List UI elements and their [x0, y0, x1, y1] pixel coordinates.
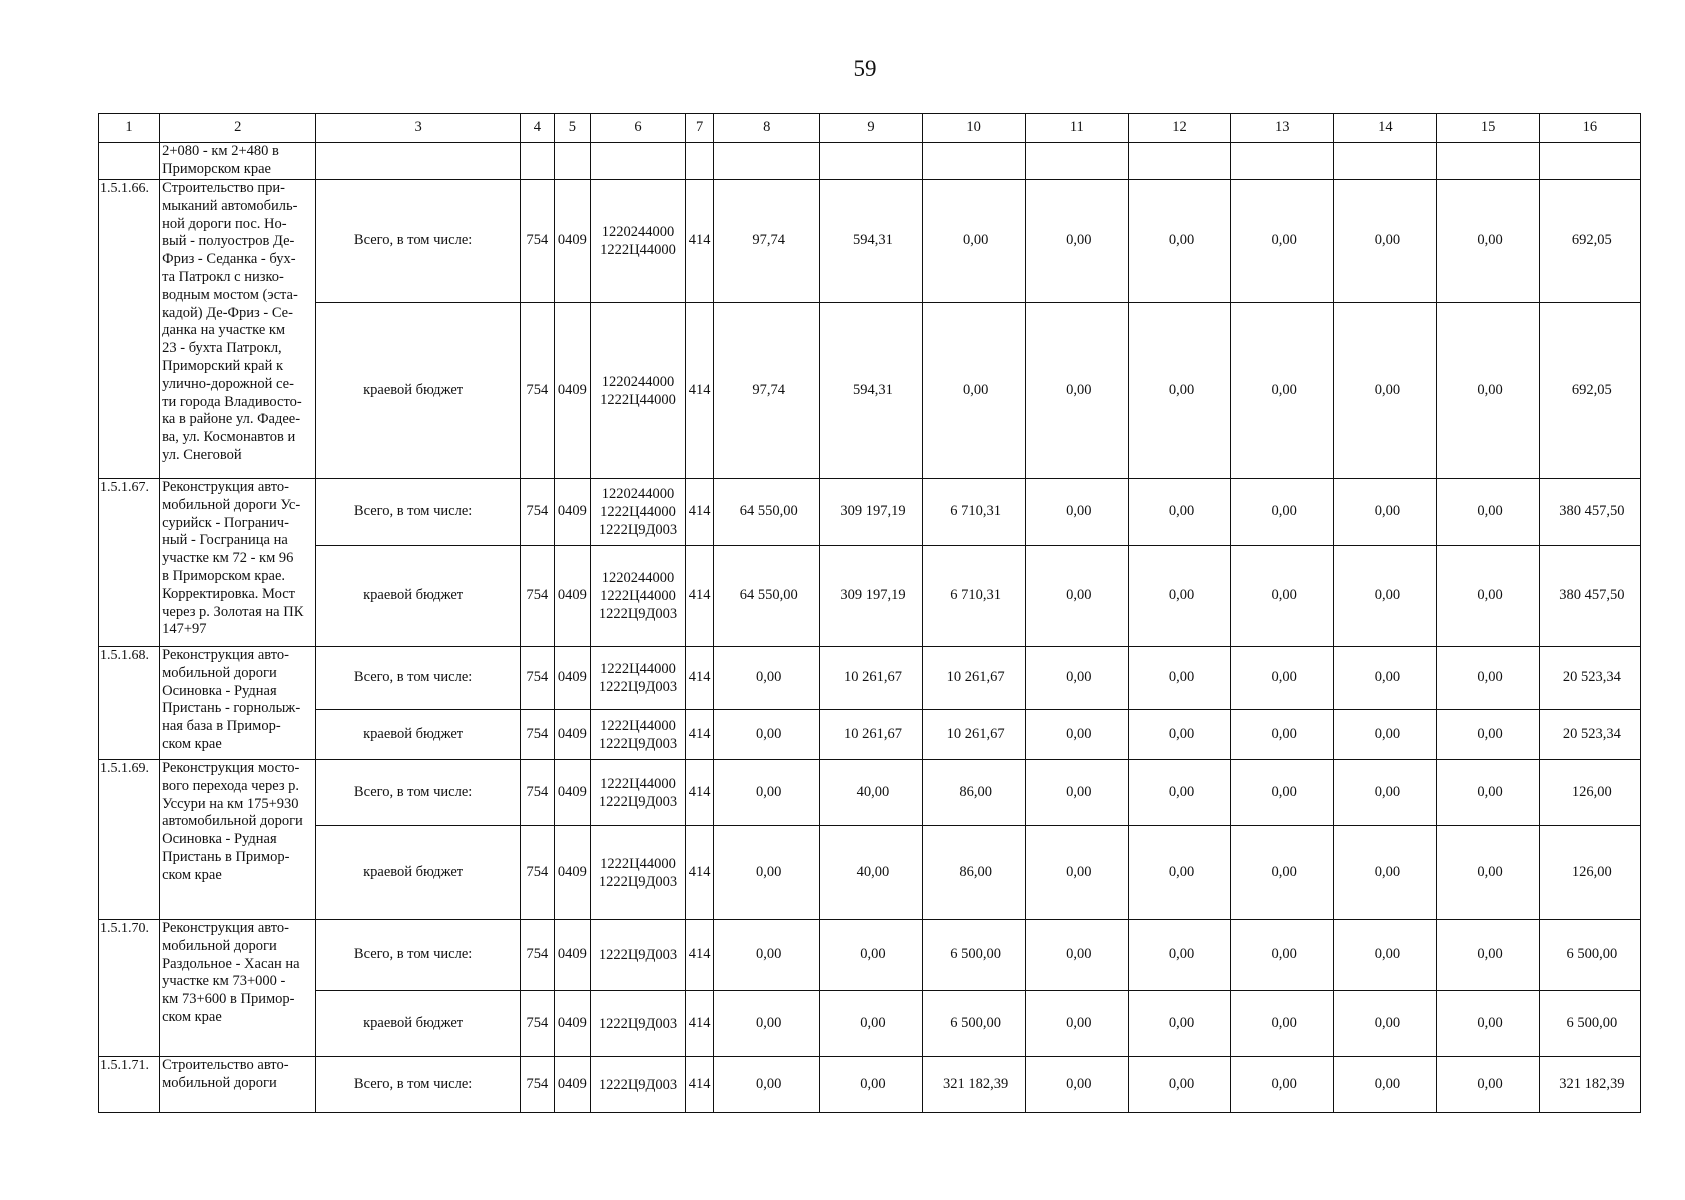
- value-cell: 0,00: [1025, 710, 1128, 760]
- table-row: [99, 991, 1641, 1057]
- empty-cell: [1334, 143, 1437, 180]
- code-cell: 1220244000 1222Ц44000 1222Ц9Д003: [590, 546, 685, 647]
- empty-cell: [820, 143, 922, 180]
- empty-cell: [1231, 143, 1334, 180]
- table-row: [99, 1057, 1641, 1113]
- column-number: 8: [714, 114, 820, 143]
- row-number-cell: 1.5.1.68.: [99, 647, 160, 760]
- value-cell: 0,00: [1231, 710, 1334, 760]
- value-cell: 0,00: [1437, 647, 1539, 710]
- value-cell: 0,00: [820, 1057, 922, 1113]
- code-cell: 1222Ц9Д003: [590, 991, 685, 1057]
- code-cell: 1222Ц44000 1222Ц9Д003: [590, 647, 685, 710]
- value-cell: 0,00: [1025, 1057, 1128, 1113]
- empty-cell: [1437, 143, 1539, 180]
- value-cell: 0,00: [922, 303, 1025, 479]
- value-cell: 86,00: [922, 826, 1025, 920]
- column-number: 3: [316, 114, 520, 143]
- column-number: 9: [820, 114, 922, 143]
- code-cell: 754: [520, 180, 554, 303]
- value-cell: 0,00: [1437, 1057, 1539, 1113]
- funding-source-cell: Всего, в том числе:: [316, 479, 520, 546]
- value-cell: 40,00: [820, 826, 922, 920]
- value-cell: 0,00: [1437, 920, 1539, 991]
- row-number-cell: 1.5.1.66.: [99, 180, 160, 479]
- value-cell: 64 550,00: [714, 479, 820, 546]
- value-cell: 692,05: [1539, 303, 1640, 479]
- value-cell: 0,00: [714, 991, 820, 1057]
- value-cell: 0,00: [1025, 303, 1128, 479]
- object-name-cell: 2+080 - км 2+480 в Приморском крае: [160, 143, 316, 180]
- value-cell: 0,00: [1025, 920, 1128, 991]
- code-cell: 414: [686, 710, 714, 760]
- value-cell: 0,00: [1437, 991, 1539, 1057]
- value-cell: 0,00: [714, 760, 820, 826]
- column-number: 5: [554, 114, 590, 143]
- column-number-row: [99, 114, 1641, 143]
- code-cell: 754: [520, 479, 554, 546]
- code-cell: 754: [520, 1057, 554, 1113]
- code-cell: 1222Ц9Д003: [590, 920, 685, 991]
- value-cell: 0,00: [1128, 710, 1230, 760]
- code-cell: 0409: [554, 920, 590, 991]
- value-cell: 0,00: [1334, 991, 1437, 1057]
- value-cell: 321 182,39: [1539, 1057, 1640, 1113]
- code-cell: 0409: [554, 710, 590, 760]
- code-cell: 0409: [554, 647, 590, 710]
- value-cell: 0,00: [1128, 826, 1230, 920]
- value-cell: 0,00: [1334, 710, 1437, 760]
- value-cell: 10 261,67: [922, 710, 1025, 760]
- value-cell: 20 523,34: [1539, 647, 1640, 710]
- value-cell: 0,00: [1437, 826, 1539, 920]
- value-cell: 594,31: [820, 180, 922, 303]
- code-cell: 0409: [554, 1057, 590, 1113]
- value-cell: 0,00: [1128, 180, 1230, 303]
- value-cell: 0,00: [1231, 760, 1334, 826]
- funding-source-cell: краевой бюджет: [316, 546, 520, 647]
- column-number: 10: [922, 114, 1025, 143]
- column-number: 4: [520, 114, 554, 143]
- value-cell: 309 197,19: [820, 479, 922, 546]
- funding-source-cell: краевой бюджет: [316, 710, 520, 760]
- value-cell: 97,74: [714, 180, 820, 303]
- value-cell: 0,00: [1128, 546, 1230, 647]
- value-cell: 0,00: [1025, 546, 1128, 647]
- value-cell: 0,00: [1025, 991, 1128, 1057]
- value-cell: 0,00: [714, 1057, 820, 1113]
- code-cell: 754: [520, 826, 554, 920]
- value-cell: 0,00: [1437, 303, 1539, 479]
- code-cell: 1222Ц44000 1222Ц9Д003: [590, 760, 685, 826]
- value-cell: 0,00: [1437, 546, 1539, 647]
- value-cell: 126,00: [1539, 760, 1640, 826]
- column-number: 1: [99, 114, 160, 143]
- value-cell: 20 523,34: [1539, 710, 1640, 760]
- code-cell: 414: [686, 760, 714, 826]
- value-cell: 692,05: [1539, 180, 1640, 303]
- value-cell: 10 261,67: [820, 710, 922, 760]
- column-number: 11: [1025, 114, 1128, 143]
- row-number-cell: [99, 143, 160, 180]
- value-cell: 0,00: [1334, 647, 1437, 710]
- column-number: 7: [686, 114, 714, 143]
- value-cell: 6 710,31: [922, 546, 1025, 647]
- code-cell: 754: [520, 546, 554, 647]
- value-cell: 0,00: [714, 920, 820, 991]
- value-cell: 380 457,50: [1539, 546, 1640, 647]
- object-name-cell: Строительство авто- мобильной дороги: [160, 1057, 316, 1113]
- empty-cell: [714, 143, 820, 180]
- value-cell: 321 182,39: [922, 1057, 1025, 1113]
- value-cell: 0,00: [1025, 826, 1128, 920]
- code-cell: 0409: [554, 180, 590, 303]
- row-number-cell: 1.5.1.70.: [99, 920, 160, 1057]
- value-cell: 6 500,00: [922, 991, 1025, 1057]
- empty-cell: [1539, 143, 1640, 180]
- code-cell: 414: [686, 647, 714, 710]
- table-row: [99, 760, 1641, 826]
- value-cell: 40,00: [820, 760, 922, 826]
- continuation-row: [99, 143, 1641, 180]
- value-cell: 97,74: [714, 303, 820, 479]
- object-name-cell: Реконструкция авто- мобильной дороги Раздольное - Хасан на участке км 73+000 - км 73+600 в Примор- ском крае: [160, 920, 316, 1057]
- value-cell: 0,00: [1231, 479, 1334, 546]
- value-cell: 0,00: [820, 991, 922, 1057]
- table-row: [99, 546, 1641, 647]
- value-cell: 0,00: [1128, 303, 1230, 479]
- value-cell: 0,00: [1231, 180, 1334, 303]
- value-cell: 0,00: [1128, 1057, 1230, 1113]
- value-cell: 0,00: [1437, 180, 1539, 303]
- code-cell: 414: [686, 303, 714, 479]
- empty-cell: [590, 143, 685, 180]
- table-row: [99, 303, 1641, 479]
- code-cell: 1222Ц44000 1222Ц9Д003: [590, 826, 685, 920]
- code-cell: 1222Ц44000 1222Ц9Д003: [590, 710, 685, 760]
- code-cell: 754: [520, 991, 554, 1057]
- row-number-cell: 1.5.1.67.: [99, 479, 160, 647]
- value-cell: 126,00: [1539, 826, 1640, 920]
- value-cell: 6 500,00: [1539, 920, 1640, 991]
- value-cell: 0,00: [1231, 991, 1334, 1057]
- column-number: 15: [1437, 114, 1539, 143]
- value-cell: 0,00: [1128, 760, 1230, 826]
- value-cell: 10 261,67: [820, 647, 922, 710]
- value-cell: 0,00: [1231, 546, 1334, 647]
- code-cell: 414: [686, 479, 714, 546]
- funding-source-cell: Всего, в том числе:: [316, 647, 520, 710]
- table-row: [99, 826, 1641, 920]
- value-cell: 0,00: [1334, 180, 1437, 303]
- funding-source-cell: Всего, в том числе:: [316, 920, 520, 991]
- value-cell: 0,00: [820, 920, 922, 991]
- value-cell: 0,00: [1231, 1057, 1334, 1113]
- funding-source-cell: краевой бюджет: [316, 991, 520, 1057]
- empty-cell: [922, 143, 1025, 180]
- row-number-cell: 1.5.1.69.: [99, 760, 160, 920]
- value-cell: 0,00: [1025, 180, 1128, 303]
- value-cell: 0,00: [1025, 647, 1128, 710]
- empty-cell: [316, 143, 520, 180]
- code-cell: 414: [686, 991, 714, 1057]
- column-number: 2: [160, 114, 316, 143]
- page-number: 59: [853, 56, 877, 81]
- code-cell: 754: [520, 710, 554, 760]
- code-cell: 0409: [554, 303, 590, 479]
- empty-cell: [520, 143, 554, 180]
- code-cell: 1222Ц9Д003: [590, 1057, 685, 1113]
- object-name-cell: Строительство при- мыканий автомобиль- ной дороги пос. Но- вый - полуостров Де- Фриз - Седанка - бух- та Патрокл с низко- водным мостом (эста- кадой) Де-Фриз - Се- данка на участке км 23 - бухта Патрокл, Приморский край к улично-дорожной се- ти города Владивосто- ка в районе ул. Фадее- ва, ул. Космонавтов и ул. Снеговой: [160, 180, 316, 479]
- column-number: 12: [1128, 114, 1230, 143]
- value-cell: 0,00: [1334, 920, 1437, 991]
- funding-source-cell: Всего, в том числе:: [316, 1057, 520, 1113]
- code-cell: 414: [686, 920, 714, 991]
- value-cell: 0,00: [1231, 826, 1334, 920]
- value-cell: 64 550,00: [714, 546, 820, 647]
- value-cell: 309 197,19: [820, 546, 922, 647]
- code-cell: 414: [686, 180, 714, 303]
- table-row: [99, 920, 1641, 991]
- column-number: 16: [1539, 114, 1640, 143]
- budget-table: [98, 113, 1641, 1113]
- value-cell: 0,00: [1334, 479, 1437, 546]
- value-cell: 0,00: [1025, 760, 1128, 826]
- row-number-cell: 1.5.1.71.: [99, 1057, 160, 1113]
- value-cell: 0,00: [714, 826, 820, 920]
- value-cell: 0,00: [1437, 710, 1539, 760]
- value-cell: 0,00: [1231, 303, 1334, 479]
- empty-cell: [554, 143, 590, 180]
- code-cell: 414: [686, 1057, 714, 1113]
- code-cell: 414: [686, 546, 714, 647]
- value-cell: 6 500,00: [922, 920, 1025, 991]
- value-cell: 594,31: [820, 303, 922, 479]
- value-cell: 6 710,31: [922, 479, 1025, 546]
- table-row: [99, 479, 1641, 546]
- value-cell: 380 457,50: [1539, 479, 1640, 546]
- table-row: [99, 647, 1641, 710]
- value-cell: 0,00: [1128, 991, 1230, 1057]
- value-cell: 6 500,00: [1539, 991, 1640, 1057]
- code-cell: 0409: [554, 760, 590, 826]
- code-cell: 1220244000 1222Ц44000 1222Ц9Д003: [590, 479, 685, 546]
- empty-cell: [686, 143, 714, 180]
- code-cell: 0409: [554, 479, 590, 546]
- code-cell: 754: [520, 303, 554, 479]
- value-cell: 0,00: [1334, 303, 1437, 479]
- value-cell: 0,00: [1128, 479, 1230, 546]
- object-name-cell: Реконструкция авто- мобильной дороги Ус- сурийск - Погранич- ный - Госграница на участке км 72 - км 96 в Приморском крае. Корректировка. Мост через р. Золотая на ПК 147+97: [160, 479, 316, 647]
- value-cell: 0,00: [1025, 479, 1128, 546]
- value-cell: 0,00: [714, 710, 820, 760]
- object-name-cell: Реконструкция мосто- вого перехода через р. Уссури на км 175+930 автомобильной дороги Осиновка - Рудная Пристань в Примор- ском крае: [160, 760, 316, 920]
- value-cell: 10 261,67: [922, 647, 1025, 710]
- code-cell: 1220244000 1222Ц44000: [590, 303, 685, 479]
- value-cell: 0,00: [1128, 920, 1230, 991]
- empty-cell: [1128, 143, 1230, 180]
- value-cell: 0,00: [1231, 920, 1334, 991]
- funding-source-cell: краевой бюджет: [316, 826, 520, 920]
- table-row: [99, 710, 1641, 760]
- value-cell: 0,00: [1334, 546, 1437, 647]
- code-cell: 0409: [554, 991, 590, 1057]
- value-cell: 0,00: [1437, 479, 1539, 546]
- table-row: [99, 180, 1641, 303]
- value-cell: 0,00: [1334, 760, 1437, 826]
- column-number: 6: [590, 114, 685, 143]
- funding-source-cell: Всего, в том числе:: [316, 180, 520, 303]
- value-cell: 86,00: [922, 760, 1025, 826]
- code-cell: 754: [520, 920, 554, 991]
- code-cell: 414: [686, 826, 714, 920]
- code-cell: 754: [520, 760, 554, 826]
- object-name-cell: Реконструкция авто- мобильной дороги Осиновка - Рудная Пристань - горнолыж- ная база в Примор- ском крае: [160, 647, 316, 760]
- table-body: [99, 114, 1641, 1113]
- funding-source-cell: Всего, в том числе:: [316, 760, 520, 826]
- column-number: 13: [1231, 114, 1334, 143]
- funding-source-cell: краевой бюджет: [316, 303, 520, 479]
- value-cell: 0,00: [1231, 647, 1334, 710]
- value-cell: 0,00: [1334, 826, 1437, 920]
- code-cell: 0409: [554, 826, 590, 920]
- empty-cell: [1025, 143, 1128, 180]
- code-cell: 1220244000 1222Ц44000: [590, 180, 685, 303]
- value-cell: 0,00: [1334, 1057, 1437, 1113]
- value-cell: 0,00: [1437, 760, 1539, 826]
- code-cell: 0409: [554, 546, 590, 647]
- value-cell: 0,00: [922, 180, 1025, 303]
- value-cell: 0,00: [1128, 647, 1230, 710]
- code-cell: 754: [520, 647, 554, 710]
- value-cell: 0,00: [714, 647, 820, 710]
- column-number: 14: [1334, 114, 1437, 143]
